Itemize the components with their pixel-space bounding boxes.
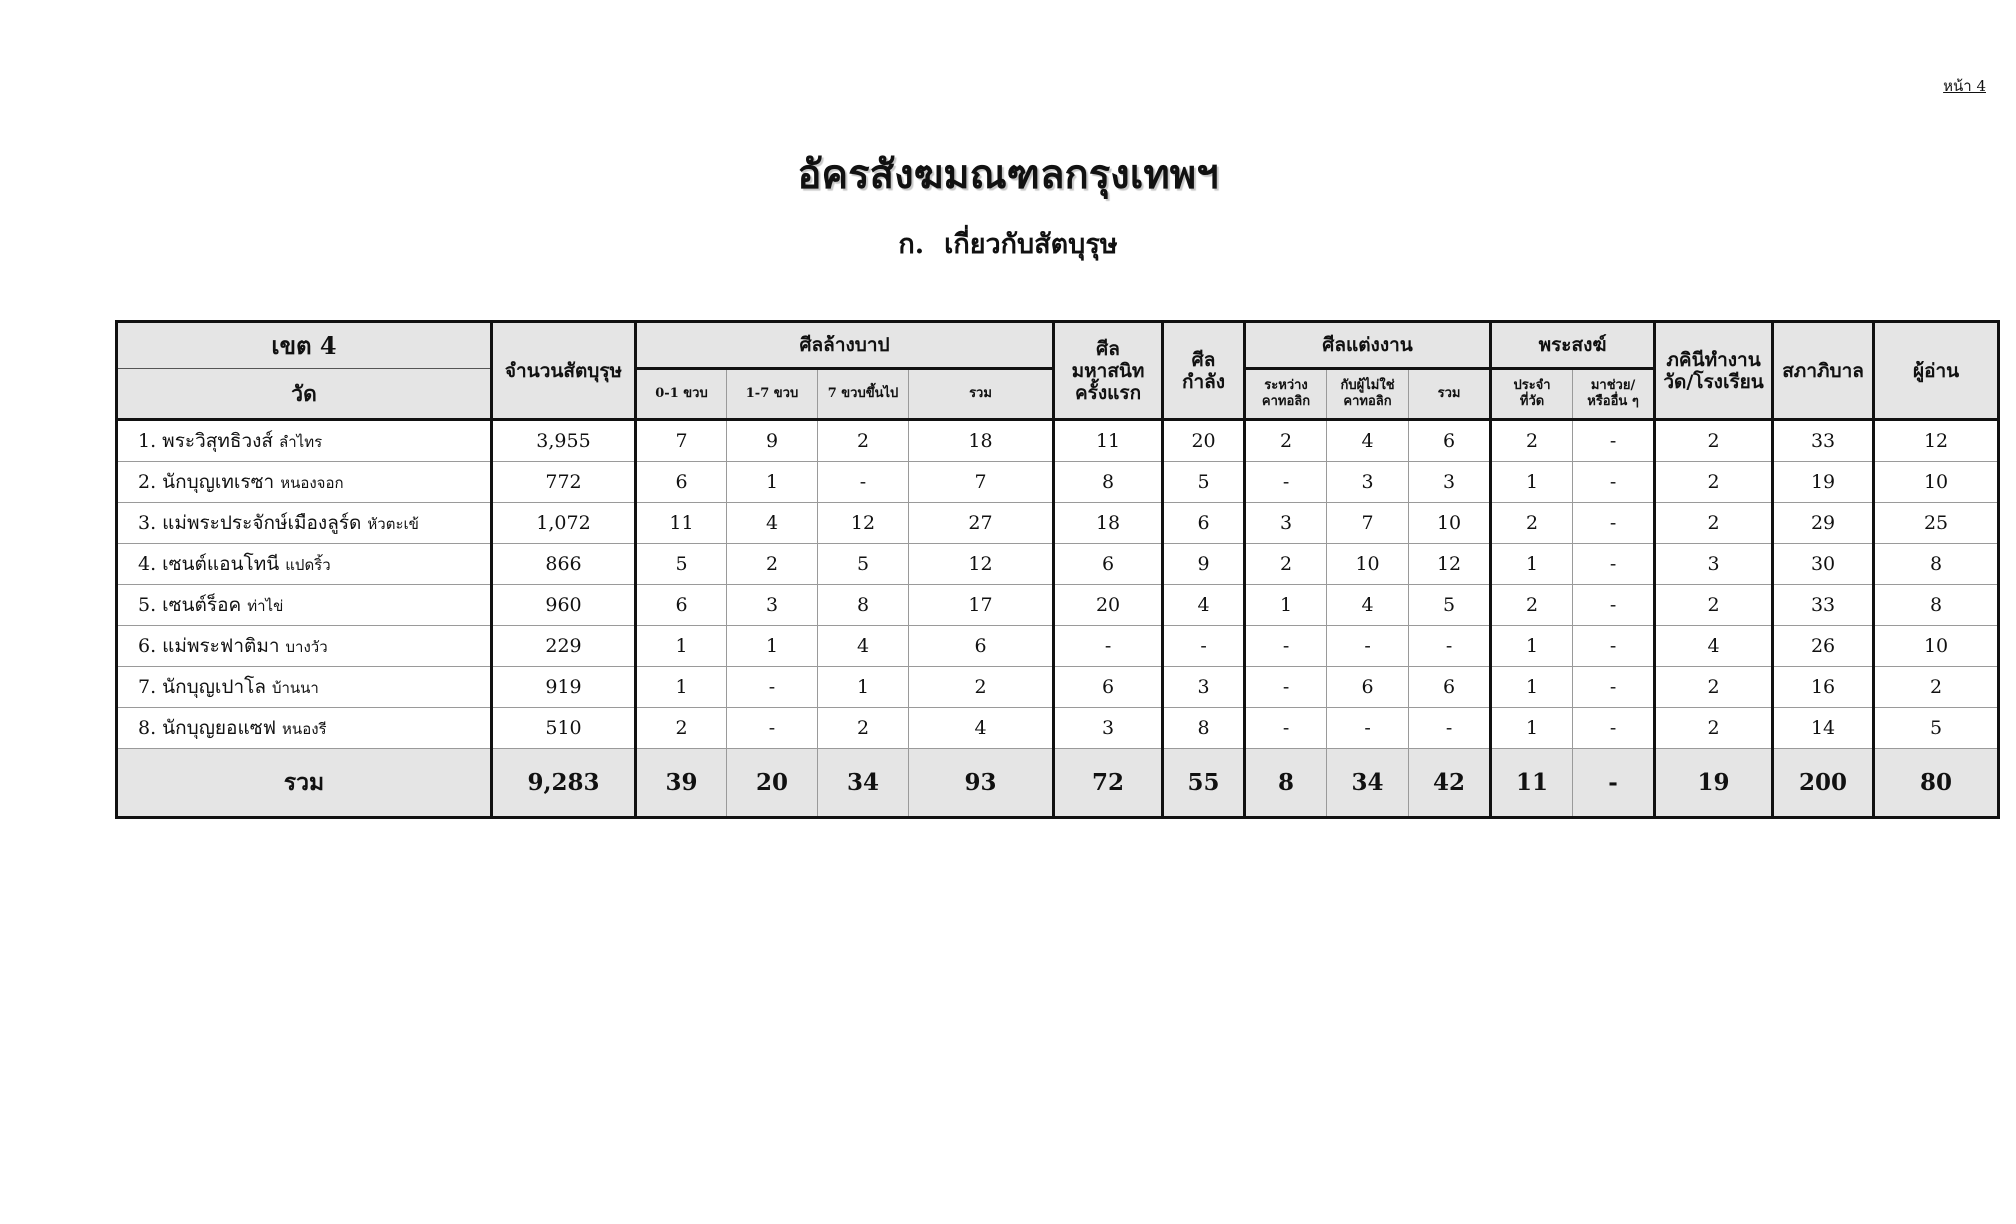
table-cell: 1 xyxy=(727,462,818,503)
table-cell: 8 xyxy=(1163,708,1245,749)
table-cell: 20 xyxy=(1163,420,1245,462)
table-cell: 26 xyxy=(1773,626,1874,667)
table-cell: 9 xyxy=(727,420,818,462)
table-cell: 8 xyxy=(1874,544,1998,585)
table-cell: 2 xyxy=(1491,420,1573,462)
table-cell: 1,072 xyxy=(492,503,636,544)
table-cell: 7 xyxy=(636,420,727,462)
total-cell: 42 xyxy=(1409,749,1491,817)
table-cell: 5 xyxy=(1163,462,1245,503)
table-cell: 1 xyxy=(1491,462,1573,503)
table-row xyxy=(118,462,1998,503)
table-row xyxy=(118,626,1998,667)
table-cell: - xyxy=(1245,667,1327,708)
parish-name xyxy=(118,544,492,585)
total-cell: 20 xyxy=(727,749,818,817)
header-marriage-mixed: กับผู้ไม่ใช่ คาทอลิก xyxy=(1327,369,1409,420)
table-cell: 4 xyxy=(1327,420,1409,462)
table-row xyxy=(118,667,1998,708)
subtitle-number: ก. xyxy=(898,229,925,260)
table-cell: - xyxy=(727,667,818,708)
parish-label: 4. เซนต์แอนโทนี xyxy=(138,553,280,575)
table-cell: 1 xyxy=(1491,708,1573,749)
table-cell: 2 xyxy=(1655,708,1773,749)
table-cell: 6 xyxy=(1327,667,1409,708)
parish-label: 8. นักบุญยอแซฟ xyxy=(138,717,277,739)
header-first-communion: ศีล มหาสนิท ครั้งแรก xyxy=(1054,323,1163,420)
header-marriage-catholic: ระหว่าง คาทอลิก xyxy=(1245,369,1327,420)
total-cell: 80 xyxy=(1874,749,1998,817)
table-cell: 10 xyxy=(1874,626,1998,667)
table-cell: 3 xyxy=(1409,462,1491,503)
table-row xyxy=(118,585,1998,626)
total-cell: 39 xyxy=(636,749,727,817)
parish-name xyxy=(118,626,492,667)
parish-location: ท่าไข่ xyxy=(247,597,284,615)
table-cell: 2 xyxy=(1245,544,1327,585)
header-baptism-1-7: 1-7 ขวบ xyxy=(727,369,818,420)
header-priest-visiting: มาช่วย/ หรืออื่น ๆ xyxy=(1573,369,1655,420)
total-cell: 8 xyxy=(1245,749,1327,817)
total-cell: 9,283 xyxy=(492,749,636,817)
table-cell: 2 xyxy=(818,420,909,462)
table-cell: 6 xyxy=(1054,667,1163,708)
header-row-top xyxy=(118,323,1998,369)
table-cell: 866 xyxy=(492,544,636,585)
header-population: จำนวนสัตบุรุษ xyxy=(492,323,636,420)
parish-label: 1. พระวิสุทธิวงส์ xyxy=(138,430,274,452)
table-cell: 2 xyxy=(1655,585,1773,626)
table-cell: 229 xyxy=(492,626,636,667)
table-cell: 510 xyxy=(492,708,636,749)
table-cell: 7 xyxy=(909,462,1054,503)
header-zone: เขต 4 xyxy=(118,323,492,369)
table-row xyxy=(118,708,1998,749)
table-cell: 2 xyxy=(636,708,727,749)
table-cell: 1 xyxy=(1491,667,1573,708)
table-cell: 10 xyxy=(1409,503,1491,544)
table-body xyxy=(118,420,1998,749)
total-cell: 72 xyxy=(1054,749,1163,817)
table-cell: 10 xyxy=(1327,544,1409,585)
table-cell: - xyxy=(818,462,909,503)
table-cell: - xyxy=(1573,585,1655,626)
table-cell: 27 xyxy=(909,503,1054,544)
table-cell: 12 xyxy=(818,503,909,544)
parish-location: บ้านนา xyxy=(271,679,319,697)
table-cell: 1 xyxy=(1491,544,1573,585)
table-cell: 4 xyxy=(909,708,1054,749)
table-cell: 18 xyxy=(909,420,1054,462)
table-cell: 2 xyxy=(727,544,818,585)
table-cell: 6 xyxy=(1409,420,1491,462)
table-cell: 3 xyxy=(1054,708,1163,749)
table-cell: 2 xyxy=(818,708,909,749)
table-row xyxy=(118,503,1998,544)
header-baptism-7plus: 7 ขวบขึ้นไป xyxy=(818,369,909,420)
table-cell: - xyxy=(1245,708,1327,749)
header-council: สภาภิบาล xyxy=(1773,323,1874,420)
table-cell: 6 xyxy=(909,626,1054,667)
table-cell: 8 xyxy=(1874,585,1998,626)
table-cell: 2 xyxy=(1245,420,1327,462)
table-cell: 17 xyxy=(909,585,1054,626)
table-cell: 4 xyxy=(818,626,909,667)
table-cell: 20 xyxy=(1054,585,1163,626)
total-label: รวม xyxy=(118,749,492,817)
total-row xyxy=(118,749,1998,817)
table-cell: - xyxy=(1409,708,1491,749)
table-cell: 8 xyxy=(818,585,909,626)
parish-label: 2. นักบุญเทเรซา xyxy=(138,471,275,493)
table-row xyxy=(118,544,1998,585)
statistics-table xyxy=(117,322,1998,817)
total-cell: - xyxy=(1573,749,1655,817)
total-cell: 93 xyxy=(909,749,1054,817)
table-cell: 5 xyxy=(1874,708,1998,749)
total-cell: 11 xyxy=(1491,749,1573,817)
table-cell: 3 xyxy=(1655,544,1773,585)
table-cell: 3,955 xyxy=(492,420,636,462)
table-cell: 11 xyxy=(1054,420,1163,462)
parish-name xyxy=(118,503,492,544)
table-cell: 1 xyxy=(1491,626,1573,667)
total-cell: 200 xyxy=(1773,749,1874,817)
header-confirmation: ศีล กำลัง xyxy=(1163,323,1245,420)
parish-label: 5. เซนต์ร็อค xyxy=(138,594,242,616)
total-cell: 34 xyxy=(818,749,909,817)
parish-name xyxy=(118,708,492,749)
table-cell: - xyxy=(1573,462,1655,503)
table-cell: 7 xyxy=(1327,503,1409,544)
table-cell: 12 xyxy=(909,544,1054,585)
table-cell: - xyxy=(1327,626,1409,667)
table-cell: - xyxy=(1573,420,1655,462)
subtitle-text: เกี่ยวกับสัตบุรุษ xyxy=(944,229,1118,260)
parish-label: 6. แม่พระฟาติมา xyxy=(138,635,280,657)
page-title: อัครสังฆมณฑลกรุงเทพฯ xyxy=(797,151,1219,198)
parish-label: 3. แม่พระประจักษ์เมืองลูร์ด xyxy=(138,512,362,534)
table-cell: 4 xyxy=(727,503,818,544)
parish-location: หนองจอก xyxy=(280,474,344,492)
total-cell: 34 xyxy=(1327,749,1409,817)
table-cell: 5 xyxy=(636,544,727,585)
table-cell: 2 xyxy=(1655,503,1773,544)
table-cell: 2 xyxy=(1655,420,1773,462)
parish-location: ลำไทร xyxy=(279,433,323,451)
header-baptism-0-1: 0-1 ขวบ xyxy=(636,369,727,420)
header-wat: วัด xyxy=(118,369,492,420)
parish-name xyxy=(118,462,492,503)
table-cell: 3 xyxy=(1163,667,1245,708)
table-cell: 1 xyxy=(1245,585,1327,626)
table-cell: - xyxy=(1054,626,1163,667)
table-cell: 12 xyxy=(1409,544,1491,585)
header-readers: ผู้อ่าน xyxy=(1874,323,1998,420)
page-subtitle xyxy=(0,222,2016,265)
parish-location: หนองรี xyxy=(282,720,327,738)
table-cell: 1 xyxy=(818,667,909,708)
parish-location: บางวัว xyxy=(285,638,328,656)
table-cell: 2 xyxy=(1491,585,1573,626)
table-cell: - xyxy=(1327,708,1409,749)
table-cell: 960 xyxy=(492,585,636,626)
table-cell: 9 xyxy=(1163,544,1245,585)
table-cell: 14 xyxy=(1773,708,1874,749)
table-cell: 6 xyxy=(1409,667,1491,708)
parish-location: แปดริ้ว xyxy=(285,556,331,574)
parish-name xyxy=(118,585,492,626)
total-cell: 55 xyxy=(1163,749,1245,817)
table-row xyxy=(118,420,1998,462)
table-cell: 19 xyxy=(1773,462,1874,503)
table-cell: 18 xyxy=(1054,503,1163,544)
table-cell: 1 xyxy=(636,667,727,708)
table-cell: 16 xyxy=(1773,667,1874,708)
header-priests: พระสงฆ์ xyxy=(1491,323,1655,369)
table-cell: 25 xyxy=(1874,503,1998,544)
table-cell: - xyxy=(1573,503,1655,544)
table-cell: 10 xyxy=(1874,462,1998,503)
table-cell: 33 xyxy=(1773,585,1874,626)
table-cell: 2 xyxy=(909,667,1054,708)
parish-location: หัวตะเข้ xyxy=(367,515,419,533)
header-marriage-total: รวม xyxy=(1409,369,1491,420)
table-cell: 3 xyxy=(727,585,818,626)
header-nuns: ภคินีทำงาน วัด/โรงเรียน xyxy=(1655,323,1773,420)
table-cell: - xyxy=(1573,708,1655,749)
table-cell: 11 xyxy=(636,503,727,544)
table-cell: 1 xyxy=(636,626,727,667)
table-cell: 6 xyxy=(636,585,727,626)
table-cell: 772 xyxy=(492,462,636,503)
table-cell: 5 xyxy=(1409,585,1491,626)
table-cell: 6 xyxy=(1163,503,1245,544)
header-priest-resident: ประจำ ที่วัด xyxy=(1491,369,1573,420)
table-cell: - xyxy=(1573,667,1655,708)
table-cell: 8 xyxy=(1054,462,1163,503)
table-cell: - xyxy=(1573,544,1655,585)
table-cell: 33 xyxy=(1773,420,1874,462)
table-cell: - xyxy=(1245,626,1327,667)
table-cell: - xyxy=(727,708,818,749)
table-cell: 5 xyxy=(818,544,909,585)
table-cell: 919 xyxy=(492,667,636,708)
table-cell: 1 xyxy=(727,626,818,667)
header-baptism: ศีลล้างบาป xyxy=(636,323,1054,369)
page-number: หน้า 4 xyxy=(1943,77,1986,95)
table-cell: 6 xyxy=(1054,544,1163,585)
table-cell: - xyxy=(1573,626,1655,667)
parish-name xyxy=(118,667,492,708)
table-cell: 4 xyxy=(1327,585,1409,626)
table-cell: 2 xyxy=(1874,667,1998,708)
table-cell: 30 xyxy=(1773,544,1874,585)
table-cell: - xyxy=(1245,462,1327,503)
table-cell: 4 xyxy=(1655,626,1773,667)
table-cell: 29 xyxy=(1773,503,1874,544)
table-cell: - xyxy=(1163,626,1245,667)
table-cell: - xyxy=(1409,626,1491,667)
header-marriage: ศีลแต่งงาน xyxy=(1245,323,1491,369)
table-cell: 3 xyxy=(1327,462,1409,503)
total-cell: 19 xyxy=(1655,749,1773,817)
table-cell: 3 xyxy=(1245,503,1327,544)
table-cell: 2 xyxy=(1655,667,1773,708)
table-cell: 6 xyxy=(636,462,727,503)
table-cell: 12 xyxy=(1874,420,1998,462)
parish-name xyxy=(118,420,492,462)
table-cell: 4 xyxy=(1163,585,1245,626)
header-baptism-total: รวม xyxy=(909,369,1054,420)
table-cell: 2 xyxy=(1491,503,1573,544)
table-cell: 2 xyxy=(1655,462,1773,503)
parish-label: 7. นักบุญเปาโล xyxy=(138,676,266,698)
